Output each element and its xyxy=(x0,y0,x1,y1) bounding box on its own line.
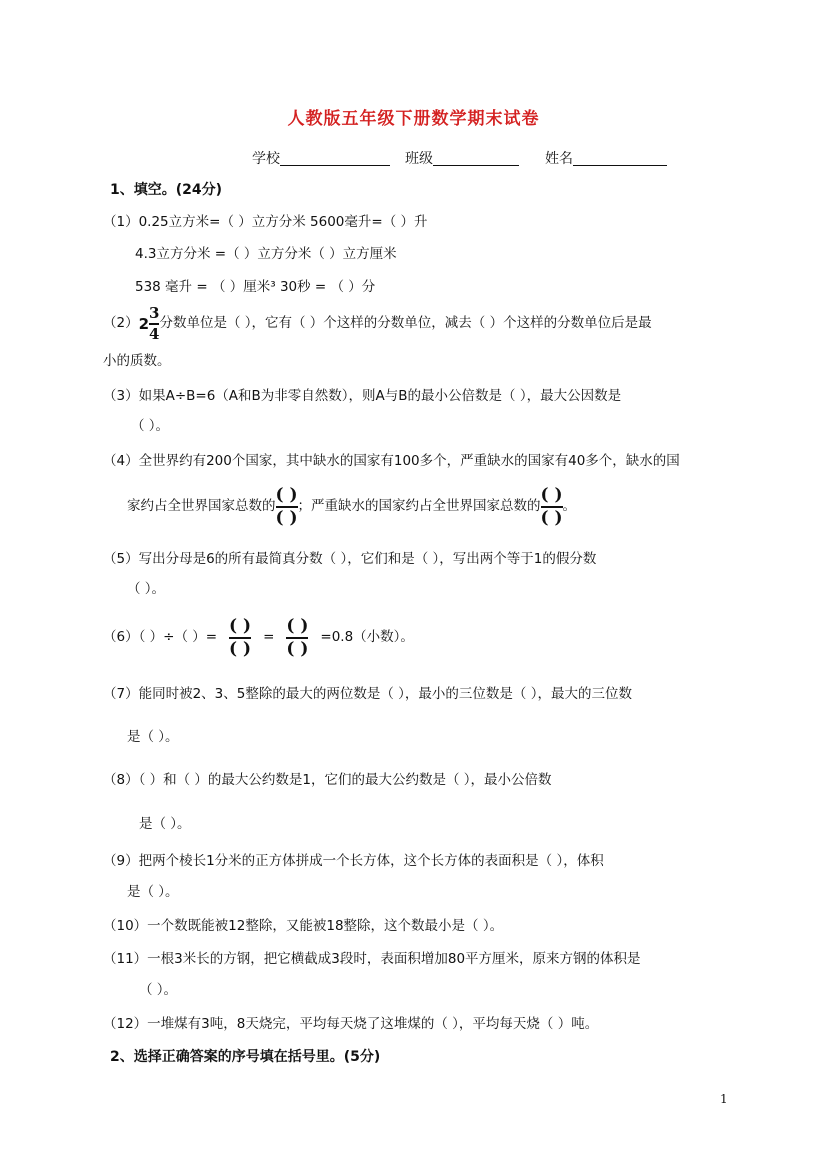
class-field xyxy=(405,151,519,166)
fraction-blank-1[interactable] xyxy=(276,487,298,527)
question-1-line-3: 538 毫升 = （ ）厘米³ 30秒 = （ ）分 xyxy=(135,279,376,295)
section-heading-1: 1、填空。(24分) xyxy=(110,182,223,198)
question-8-line-1: （8）（ ）和（ ）的最大公约数是1，它们的最大公约数是（ ），最小公倍数 xyxy=(103,772,552,788)
question-8-line-2: 是（ ）。 xyxy=(139,816,191,832)
fraction-blank-2[interactable] xyxy=(541,487,563,527)
question-7-line-2: 是（ ）。 xyxy=(127,729,179,745)
fraction-blank-bottom: ( ) xyxy=(286,639,309,659)
question-2-prefix: （2） xyxy=(103,315,139,332)
question-11-line-2: （ ）。 xyxy=(139,982,178,998)
question-2-text: 分数单位是（ ），它有（ ）个这样的分数单位，减去（ ）个这样的分数单位后是最 xyxy=(159,315,652,332)
question-5-line-2: （ ）。 xyxy=(127,581,166,597)
question-11-line-1: （11）一根3米长的方钢，把它横截成3段时，表面积增加80平方厘米，原来方钢的体积是 xyxy=(103,951,641,967)
fraction-blank-bottom: ( ) xyxy=(275,508,298,528)
fraction-blank-top: ( ) xyxy=(229,616,252,636)
question-3-line-2: （ ）。 xyxy=(131,418,170,434)
question-4-text-b: ；严重缺水的国家约占全世界国家总数的 xyxy=(297,498,541,515)
question-1-line-1: （1）0.25立方米=（ ）立方分米 5600毫升=（ ）升 xyxy=(103,214,428,230)
fraction-blank-4[interactable] xyxy=(286,618,308,658)
name-blank[interactable] xyxy=(573,151,667,166)
question-1-line-2: 4.3立方分米 =（ ）立方分米（ ）立方厘米 xyxy=(135,246,397,262)
school-blank[interactable] xyxy=(280,151,390,166)
fraction-three-quarters xyxy=(149,306,159,342)
question-2-line-2: 小的质数。 xyxy=(103,353,171,369)
question-2-line-1 xyxy=(103,306,652,342)
question-6-line xyxy=(103,618,414,658)
equals-sign: = xyxy=(263,629,275,646)
question-9-line-1: （9）把两个棱长1分米的正方体拼成一个长方体，这个长方体的表面积是（ ），体积 xyxy=(103,853,604,869)
school-field xyxy=(252,151,390,166)
question-3-line-1: （3）如果A÷B=6（A和B为非零自然数），则A与B的最小公倍数是（ ），最大公因数是 xyxy=(103,388,622,404)
fraction-blank-bottom: ( ) xyxy=(540,508,563,528)
fraction-denominator: 4 xyxy=(149,325,160,343)
question-6-prefix: （6）（ ）÷（ ）= xyxy=(103,629,218,646)
name-label: 姓名 xyxy=(545,151,573,167)
section-heading-2: 2、选择正确答案的序号填在括号里。(5分) xyxy=(110,1049,381,1065)
fraction-blank-top: ( ) xyxy=(540,485,563,505)
question-7-line-1: （7）能同时被2、3、5整除的最大的两位数是（ ），最小的三位数是（ ），最大的三位数 xyxy=(103,686,632,702)
fraction-blank-top: ( ) xyxy=(286,616,309,636)
mixed-whole: 2 xyxy=(138,314,150,333)
question-5-line-1: （5）写出分母是6的所有最简真分数（ ），它们和是（ ），写出两个等于1的假分数 xyxy=(103,551,597,567)
mixed-number xyxy=(138,314,150,333)
question-6-suffix: =0.8（小数）。 xyxy=(320,629,414,646)
name-field xyxy=(545,151,667,166)
fraction-blank-top: ( ) xyxy=(275,485,298,505)
school-label: 学校 xyxy=(252,151,280,167)
question-9-line-2: 是（ ）。 xyxy=(127,884,179,900)
question-10-line: （10）一个数既能被12整除，又能被18整除，这个数最小是（ ）。 xyxy=(103,918,504,934)
class-label: 班级 xyxy=(405,151,433,167)
fraction-blank-3[interactable] xyxy=(229,618,251,658)
page-title: 人教版五年级下册数学期末试卷 xyxy=(287,109,540,129)
page-number: 1 xyxy=(720,1092,728,1106)
question-4-text-c: 。 xyxy=(562,498,577,515)
question-4-line-1: （4）全世界约有200个国家，其中缺水的国家有100多个，严重缺水的国家有40多个，缺水的国 xyxy=(103,453,680,469)
fraction-numerator: 3 xyxy=(149,304,160,322)
fraction-blank-bottom: ( ) xyxy=(229,639,252,659)
question-4-text-a: 家约占全世界国家总数的 xyxy=(127,498,276,515)
question-12-line: （12）一堆煤有3吨，8天烧完，平均每天烧了这堆煤的（ ），平均每天烧（ ）吨。 xyxy=(103,1016,599,1032)
question-4-line-2 xyxy=(127,487,576,527)
class-blank[interactable] xyxy=(433,151,519,166)
